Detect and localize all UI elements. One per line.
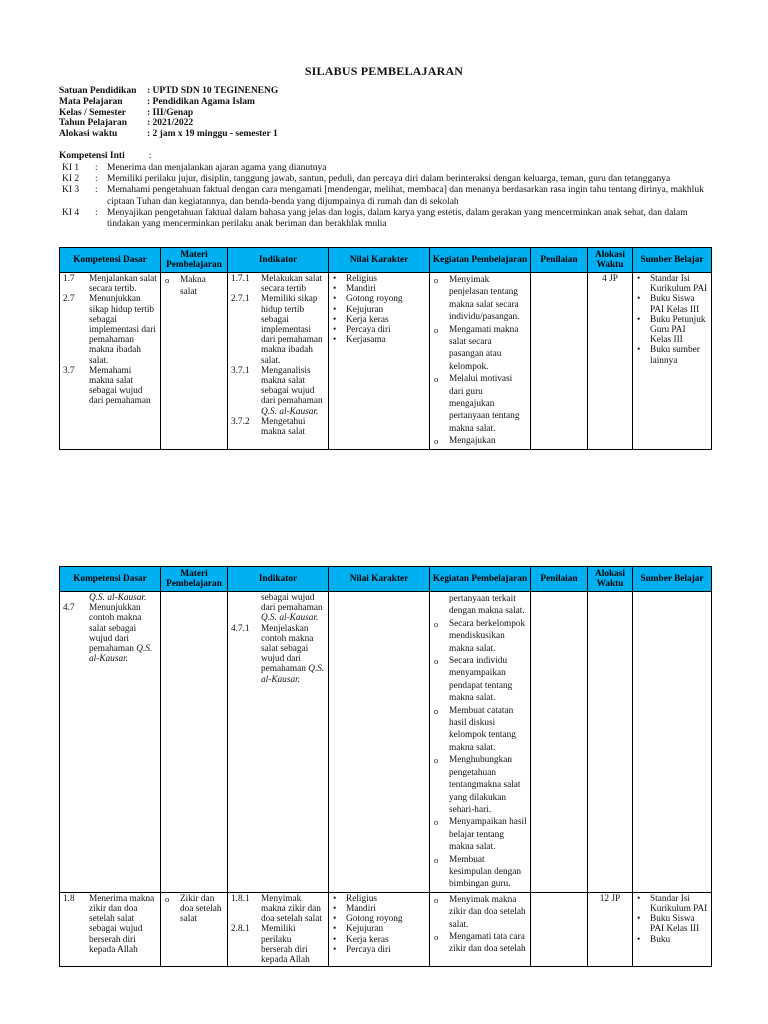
ki-text: Memahami pengetahuan faktual dengan cara mengamati [mendengar, melihat, membaca] dan menanya berdasarkan rasa ingin tahu tentang dirinya, makhluk ciptaan Tuhan dan kegiatannya, dan benda-benda yang dijumpainya di rumah dan di sekolah [107,185,704,207]
info-value: : III/Genap [147,107,194,118]
kegiatan-list [433,894,527,956]
info-label: Satuan Pendidikan [59,86,137,96]
indikator-number: 2.7.1 [231,294,250,305]
materi-list [164,274,224,299]
info-label: Alokasi waktu [59,129,118,140]
header-kompetensi-dasar: Kompetensi Dasar [60,567,161,592]
cell-penilaian [531,892,588,966]
cell-indikator [228,892,329,966]
info-row [59,108,278,119]
header-kegiatan: Kegiatan Pembelajaran [430,567,531,592]
nilai-item: • Kerjasama [332,335,426,345]
kd-item-continued [63,593,157,603]
header-indikator: Indikator [228,248,329,273]
kd-number: 4.7 [63,603,75,614]
header-kompetensi-dasar: Kompetensi Dasar [60,248,161,273]
ki-separator: : [95,174,98,185]
info-label: Kelas / Semester [59,107,127,118]
kegiatan-item: o Menghubungkan pengetahuan tentangmakna salat yang dilakukan sehari-hari. [433,754,527,816]
cell-sumber [633,273,712,450]
kegiatan-item: o Secara individu menyampaikan pendapat tentang makna salat. [433,655,527,705]
kegiatan-item: o Menyampaikan hasil belajar tentang makna salat. [433,816,527,853]
nilai-item: • Mandiri [332,284,426,294]
cell-alokasi [588,592,633,893]
kd-number: 2.7 [63,294,75,305]
cell-kompetensi-dasar [60,273,161,450]
ki-text: Menerima dan menjalankan ajaran agama yang dianutnya [107,163,327,173]
kd-item [63,603,157,664]
kegiatan-item: o Menyimak makna zikir dan doa setelah salat. [433,894,527,931]
sumber-list [636,894,708,945]
info-value: : UPTD SDN 10 TEGINENENG [147,86,279,96]
materi-item: o Makna salat [164,274,224,299]
kd-item [63,274,157,294]
indikator-text: Mengetahui makna salat [261,416,306,438]
syllabus-table-1 [59,247,712,450]
header-materi: Materi Pembelajaran [161,567,228,592]
info-label: Mata Pelajaran [59,96,123,107]
ki-code: KI 1 [62,163,80,173]
nilai-item: • Religius [332,894,426,904]
nilai-item: • Mandiri [332,904,426,914]
kegiatan-item: o Secara berkelompok mendiskusikan makna salat. [433,618,527,655]
cell-nilai-karakter [329,892,430,966]
ki-item [62,208,712,230]
ki-code: KI 3 [62,185,80,196]
kd-text: Menerima makna zikir dan doa setelah salat sebagai wujud berserah diri kepada Allah [89,893,155,955]
header-penilaian: Penilaian [531,567,588,592]
kd-item [63,894,157,955]
ki-text: Memiliki perilaku jujur, disiplin, tanggung jawab, santun, peduli, dan percaya diri dalam berinteraksi dengan keluarga, teman, guru dan tetangganya [107,174,671,185]
sumber-item: • Buku Petunjuk Guru PAI Kelas III [636,315,708,346]
info-row [59,97,278,108]
info-label: Tahun Pelajaran [59,118,128,129]
header-alokasi: Alokasi Waktu [588,567,633,592]
kegiatan-list [433,618,527,891]
indikator-text-italic: Q.S. al-Kausar. [261,664,325,685]
indikator-number: 1.7.1 [231,274,250,284]
header-nilai-karakter: Nilai Karakter [329,567,430,592]
cell-kegiatan [430,892,531,966]
table-header-row [60,567,712,592]
ki-item [62,174,712,185]
indikator-item-continued [231,593,325,624]
indikator-text-italic: Q.S. al-Kausar. [261,406,319,417]
kd-text: Menunjukkan sikap hidup tertib sebagai implementasi dari pemahaman makna ibadah salat. [89,294,156,366]
header-nilai-karakter: Nilai Karakter [329,248,430,273]
indikator-text [261,624,325,685]
ki-code: KI 2 [62,174,80,185]
materi-item: o Zikir dan doa setelah salat [164,894,224,925]
info-value: : 2 jam x 19 minggu - semester 1 [147,129,278,140]
nilai-item: • Kerja keras [332,315,426,325]
kegiatan-item: o Membuat kesimpulan dengan bimbingan guru. [433,854,527,891]
cell-kompetensi-dasar [60,892,161,966]
kd-number: 1.8 [63,893,75,904]
indikator-number: 3.7.2 [231,416,250,427]
ki-separator: : [95,207,98,218]
table-header-row [60,248,712,273]
cell-alokasi: 4 JP [588,273,633,450]
info-row [59,86,278,97]
ki-separator: : [95,163,98,173]
cell-indikator [228,592,329,893]
header-materi: Materi Pembelajaran [161,248,228,273]
indikator-text: Menyimak makna zikir dan doa setelah salat [261,893,322,925]
indikator-text-main: Menjelaskan contoh makna salat sebagai wujud dari pemahaman [261,623,314,675]
header-penilaian: Penilaian [531,248,588,273]
sumber-item: • Buku Siswa PAI Kelas III [636,294,708,314]
header-sumber: Sumber Belajar [633,248,712,273]
indikator-text [261,366,325,417]
materi-list [164,894,224,925]
document-info [59,86,278,140]
header-sumber: Sumber Belajar [633,567,712,592]
nilai-item: • Kerja keras [332,935,426,945]
info-value: : Pendidikan Agama Islam [147,96,255,107]
cell-sumber [633,592,712,893]
ki-separator: : [95,185,98,196]
info-row [59,118,278,129]
nilai-item: • Kejujuran [332,924,426,934]
indikator-number: 2.8.1 [231,924,250,935]
indikator-item [231,624,325,685]
nilai-item: • Gotong royong [332,914,426,924]
kd-item [63,294,157,365]
cell-kompetensi-dasar [60,592,161,893]
kd-number: 1.7 [63,274,75,284]
cell-materi [161,592,228,893]
ki-item [62,185,712,207]
indikator-number: 4.7.1 [231,623,250,634]
indikator-text-italic: Q.S. al-Kausar. [261,613,319,624]
indikator-text [261,593,325,624]
header-kegiatan: Kegiatan Pembelajaran [430,248,531,273]
indikator-number: 1.8.1 [231,893,250,904]
kegiatan-list [433,274,527,448]
ki-heading [59,151,151,161]
nilai-item: • Gotong royong [332,294,426,304]
nilai-list [332,274,426,345]
kd-item [63,366,157,407]
cell-penilaian [531,592,588,893]
ki-text: Menyajikan pengetahuan faktual dalam bahasa yang jelas dan logis, dalam karya yang estetis, dalam gerakan yang mencerminkan anak sehat, dan dalam tindakan yang mencerminkan perilaku anak beriman dan berakhlak mulia [107,207,688,230]
cell-materi [161,892,228,966]
nilai-item: • Percaya diri [332,325,426,335]
ki-heading-text: Kompetensi Inti [59,151,125,161]
indikator-item [231,366,325,417]
cell-alokasi: 12 JP [588,892,633,966]
sumber-item: • Buku [636,935,708,945]
cell-nilai-karakter [329,592,430,893]
ki-heading-colon: : [148,151,152,161]
ki-list [62,163,712,230]
cell-kegiatan [430,592,531,893]
info-row [59,129,278,140]
kd-text-main: Menunjukkan contoh makna salat sebagai wujud dari pemahaman [89,603,142,655]
sumber-item: • Buku Siswa PAI Kelas III [636,914,708,934]
ki-item [62,163,712,174]
kegiatan-item: o Mengamati makna salat secara pasangan atau kelompok. [433,324,527,374]
kd-number-blank [63,593,89,603]
sumber-item: • Standar Isi Kurikulum PAI [636,894,708,914]
kd-number: 3.7 [63,365,75,376]
ki-code: KI 4 [62,207,80,218]
nilai-item: • Percaya diri [332,945,426,955]
table-row [60,892,712,966]
indikator-item [231,417,325,437]
table-row [60,273,712,450]
indikator-item [231,924,325,965]
cell-indikator [228,273,329,450]
page-title: SILABUS PEMBELAJARAN [304,64,464,78]
kd-text-italic: Q.S. al-Kausar. [89,644,153,665]
indikator-text-main: Menganalisis makna salat sebagai wujud dari pemahaman [261,365,323,407]
cell-penilaian [531,273,588,450]
kd-text: Q.S. al-Kausar. [89,593,147,603]
cell-nilai-karakter [329,273,430,450]
indikator-text: Melakukan salat secara tertib [261,274,323,295]
indikator-text: Memiliki perilaku berserah diri kepada Allah [261,924,310,965]
indikator-item [231,894,325,925]
indikator-item [231,294,325,365]
kd-text: Memahami makna salat sebagai wujud dari pemahaman [89,365,151,407]
cell-materi [161,273,228,450]
cell-kegiatan [430,273,531,450]
kegiatan-item: o Membuat catatan hasil diskusi kelompok tentang makna salat. [433,705,527,755]
syllabus-table-2 [59,566,712,967]
kegiatan-item: o Menyimak penjelasan tentang makna salat secara individu/pasangan. [433,274,527,324]
kd-text: Menjalankan salat secara tertib. [89,274,157,295]
kd-text [89,603,157,664]
table-row [60,592,712,893]
nilai-list [332,894,426,955]
info-value: : 2021/2022 [147,118,194,129]
indikator-text-main: sebagai wujud dari pemahaman [261,593,323,614]
nilai-item: • Religius [332,274,426,284]
header-alokasi: Alokasi Waktu [588,248,633,273]
nilai-item: • Kejujuran [332,305,426,315]
indikator-item [231,274,325,294]
cell-sumber [633,892,712,966]
sumber-item: • Standar Isi Kurikulum PAI [636,274,708,294]
kegiatan-item: o Melalui motivasi dari guru mengajukan pertanyaan tentang makna salat. [433,373,527,435]
kegiatan-continued: pertanyaan terkait dengan makna salat. [449,594,525,617]
sumber-item: • Buku sumber lainnya [636,345,708,365]
indikator-number: 3.7.1 [231,365,250,376]
indikator-number-blank [231,593,261,624]
header-indikator: Indikator [228,567,329,592]
kegiatan-item: o Mengajukan [433,435,527,447]
kegiatan-item: o Mengamati tata cara zikir dan doa setelah [433,931,527,956]
sumber-list [636,274,708,366]
indikator-text: Memiliki sikap hidup tertib sebagai implementasi dari pemahaman makna ibadah salat. [261,294,323,366]
